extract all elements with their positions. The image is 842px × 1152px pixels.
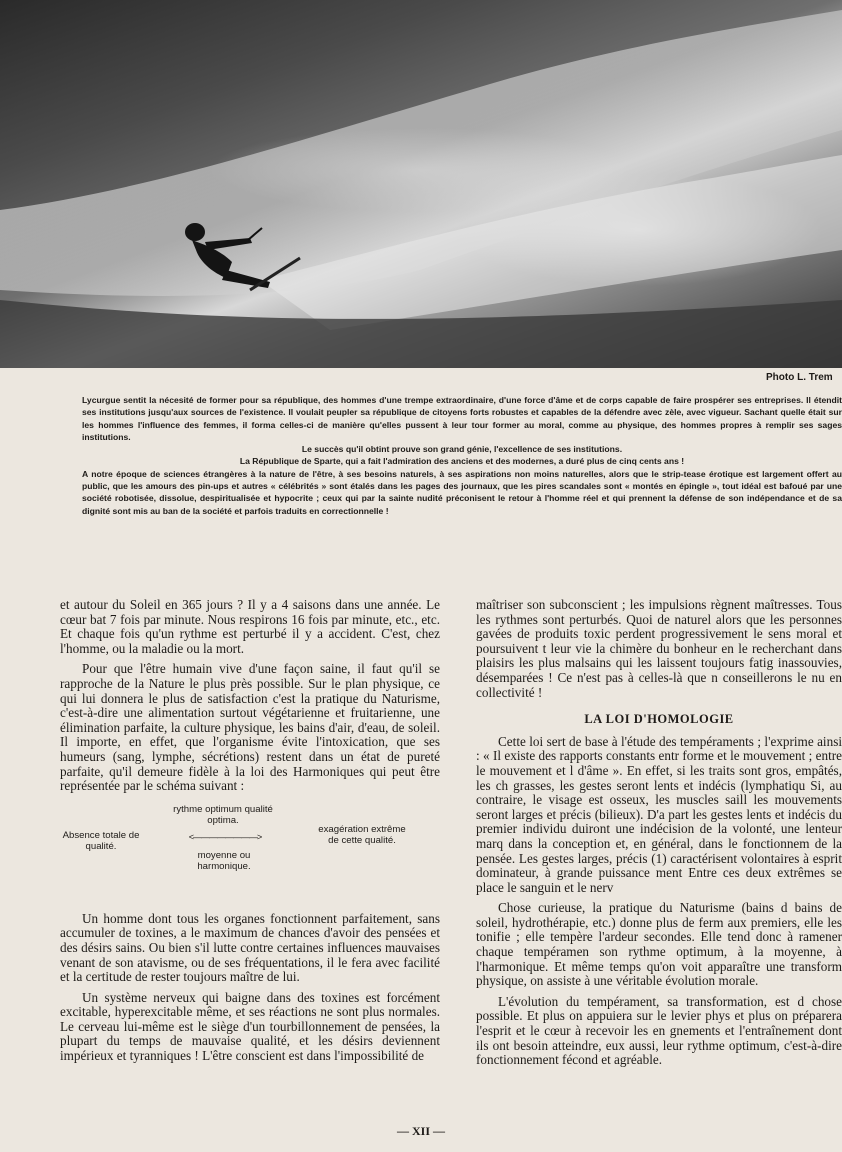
harmonics-schema — [60, 802, 440, 900]
body-paragraph: Un homme dont tous les organes fonctionnent parfaitement, sans accumuler de toxines, a le maximum de chances d'avoir des pensées et des désirs sains. Ou bien s'il lutte contre certaines influences mauvaises venant de son atavisme, ou de ses fréquentations, il le fera avec facilité et la certitude de rester toujours maître de lui. — [60, 910, 440, 985]
body-paragraph: maîtriser son subconscient ; les impulsions règnent maîtresses. Tous les rythmes sont perturbés. Quoi de naturel alors que les personnes gavées de produits toxic perdent progressivement le sens moral et poursuivent t leur vie la chimère du bonheur en le recherchant dans plaisirs les plus malsains qui les laissent toujours fatig inassouvies, désemparées ! Ce n'est pas à celles-là que n conseillerons le nu en collectivité ! — [476, 598, 842, 700]
body-paragraph: et autour du Soleil en 365 jours ? Il y a 4 saisons dans une année. Le cœur bat 7 fois par minute. Nous respirons 16 fois par minute, etc., etc. Et chaque fois qu'un rythme est perturbé il y a accident. C'est, chez l'homme, ou la maladie ou la mort. — [60, 597, 440, 656]
schema-right-label: exagération extrême de cette qualité. — [318, 823, 406, 847]
intro-paragraph: Lycurgue sentit la nécesité de former pour sa république, des hommes d'une trempe extraordinaire, d'une force d'âme et de corps capable de faire prospérer ses entreprises. Il étendit ses institutions jusqu'aux sources de l'existence. Il voulait peupler sa république de citoyens forts robustes et capables de la défendre avec zèle, avec vigueur. Sachant quelle était sur les hommes l'influence des femmes, il forma celles-ci de manière qu'elles pussent à leur tour former au moral, comme au physique, des hommes propres à remplir ses sages institutions. — [82, 395, 842, 442]
page-number: — XII — — [396, 1124, 445, 1138]
photo-credit: Photo L. Trem — [766, 372, 833, 383]
schema-bottom-label: moyenne ou harmonique. — [197, 849, 251, 873]
body-paragraph: Un système nerveux qui baigne dans des toxines est forcément excitable, hyperexcitable même, et ses réactions ne sont plus normales. Le cerveau lui-même est le siège d'un tourbillonnement de pensées, la plupart du temps de mauvaise qualité, et les désirs deviennent impérieux et tyranniques ! L'être conscient est dans l'impossibilité de — [60, 989, 440, 1064]
body-paragraph: Cette loi sert de base à l'étude des tempéraments ; l'exprime ainsi : « Il existe des rapports constants entr forme et le mouvement ; entre le mouvement et l d'âme ». En effet, si les traits sont gros, empâtés, les ch grasses, les gestes seront lents et indécis (lymphatiqu Si, au contraire, le visage est osseux, les muscles saill les mouvements seront larges et précis (bilieux). D'a part les gestes lents et indécis du premier individu duiront une indécision de la volonté, une lenteur marq dans la conception et, en général, dans le fonctionnem de la pensée. Les gestes larges, précis (1) caractérisent volontaires à esprit dominateur, à grande puissance ment Entre ces deux extrêmes se place le sanguin et le nerv — [476, 733, 842, 895]
water-skier-photo — [0, 0, 842, 368]
body-paragraph: Pour que l'être humain vive d'une façon saine, il faut qu'il se rapproche de la Nature le plus près possible. Sur le plan physique, ce qui lui donnera le plus de satisfaction c'est la pratique du Naturisme, c'est-à-dire une alimentation surtout végétarienne et fruitarienne, une élimination parfaite, la culture physique, les bains d'air, d'eau, de soleil. Il importe, en effet, que l'organisme évite l'intoxication, que ses humeurs (sang, lymphe, sécrétions) restent dans un état de pureté parfaite, qu'il demeure fidèle à la loi des Harmoniques qui peut être représentée par le schéma suivant : — [60, 661, 440, 794]
schema-top-label: rythme optimum qualité optima. — [173, 803, 273, 827]
schema-arrow: <————————> — [188, 831, 262, 842]
left-column — [60, 598, 440, 1070]
intro-box — [82, 394, 842, 517]
intro-paragraph: La République de Sparte, qui a fait l'admiration des anciens et des modernes, a duré plus de cinq cents ans ! — [239, 456, 685, 467]
photo-illustration — [0, 0, 842, 368]
intro-paragraph: Le succès qu'il obtint prouve son grand génie, l'excellence de ses institutions. — [301, 444, 623, 455]
body-paragraph: L'évolution du tempérament, sa transformation, est d chose possible. Et plus on appuiera sur le levier phys et plus on préparera l'esprit et le cœur à recevoir les en gnements et l'entraînement dont ils ont besoin atteindre, eux aussi, leur rythme optimum, c'est-à-dire fonctionnement fécond et agréable. — [476, 993, 842, 1068]
body-paragraph: Chose curieuse, la pratique du Naturisme (bains d bains de soleil, hydrothérapie, etc.) donne plus de ferm aux premiers, elle les tonifie ; elle tempère l'ardeur secondes. Elle tend donc à ramener chaque tempéramen son rythme optimum, à la moyenne, à l'harmonique. Et même temps qu'on voit apparaître une transform physique, on assiste à une véritable évolution morale. — [476, 900, 842, 989]
right-column — [476, 598, 842, 1074]
schema-left-label: Absence totale de qualité. — [62, 829, 140, 853]
section-heading: LA LOI D'HOMOLOGIE — [584, 712, 734, 727]
intro-paragraph: A notre époque de sciences étrangères à la nature de l'être, à ses besoins naturels, à ses aspirations non moins naturelles, alors que le strip-tease érotique est largement offert au public, que les amours des pin-ups et autres « célébrités » sont étalés dans les pages des journaux, que les pires scandales sont « montés en épingle », tout idéal est bafoué par une société robotisée, dissolue, despiritualisée et hypocrite ; ceux qui par la sainte nudité préconisent le retour à l'homme réel et qui prennent la défense de son indépendance et de sa dignité sont mis au ban de la société et parfois traduits en correctionnelle ! — [82, 468, 842, 516]
